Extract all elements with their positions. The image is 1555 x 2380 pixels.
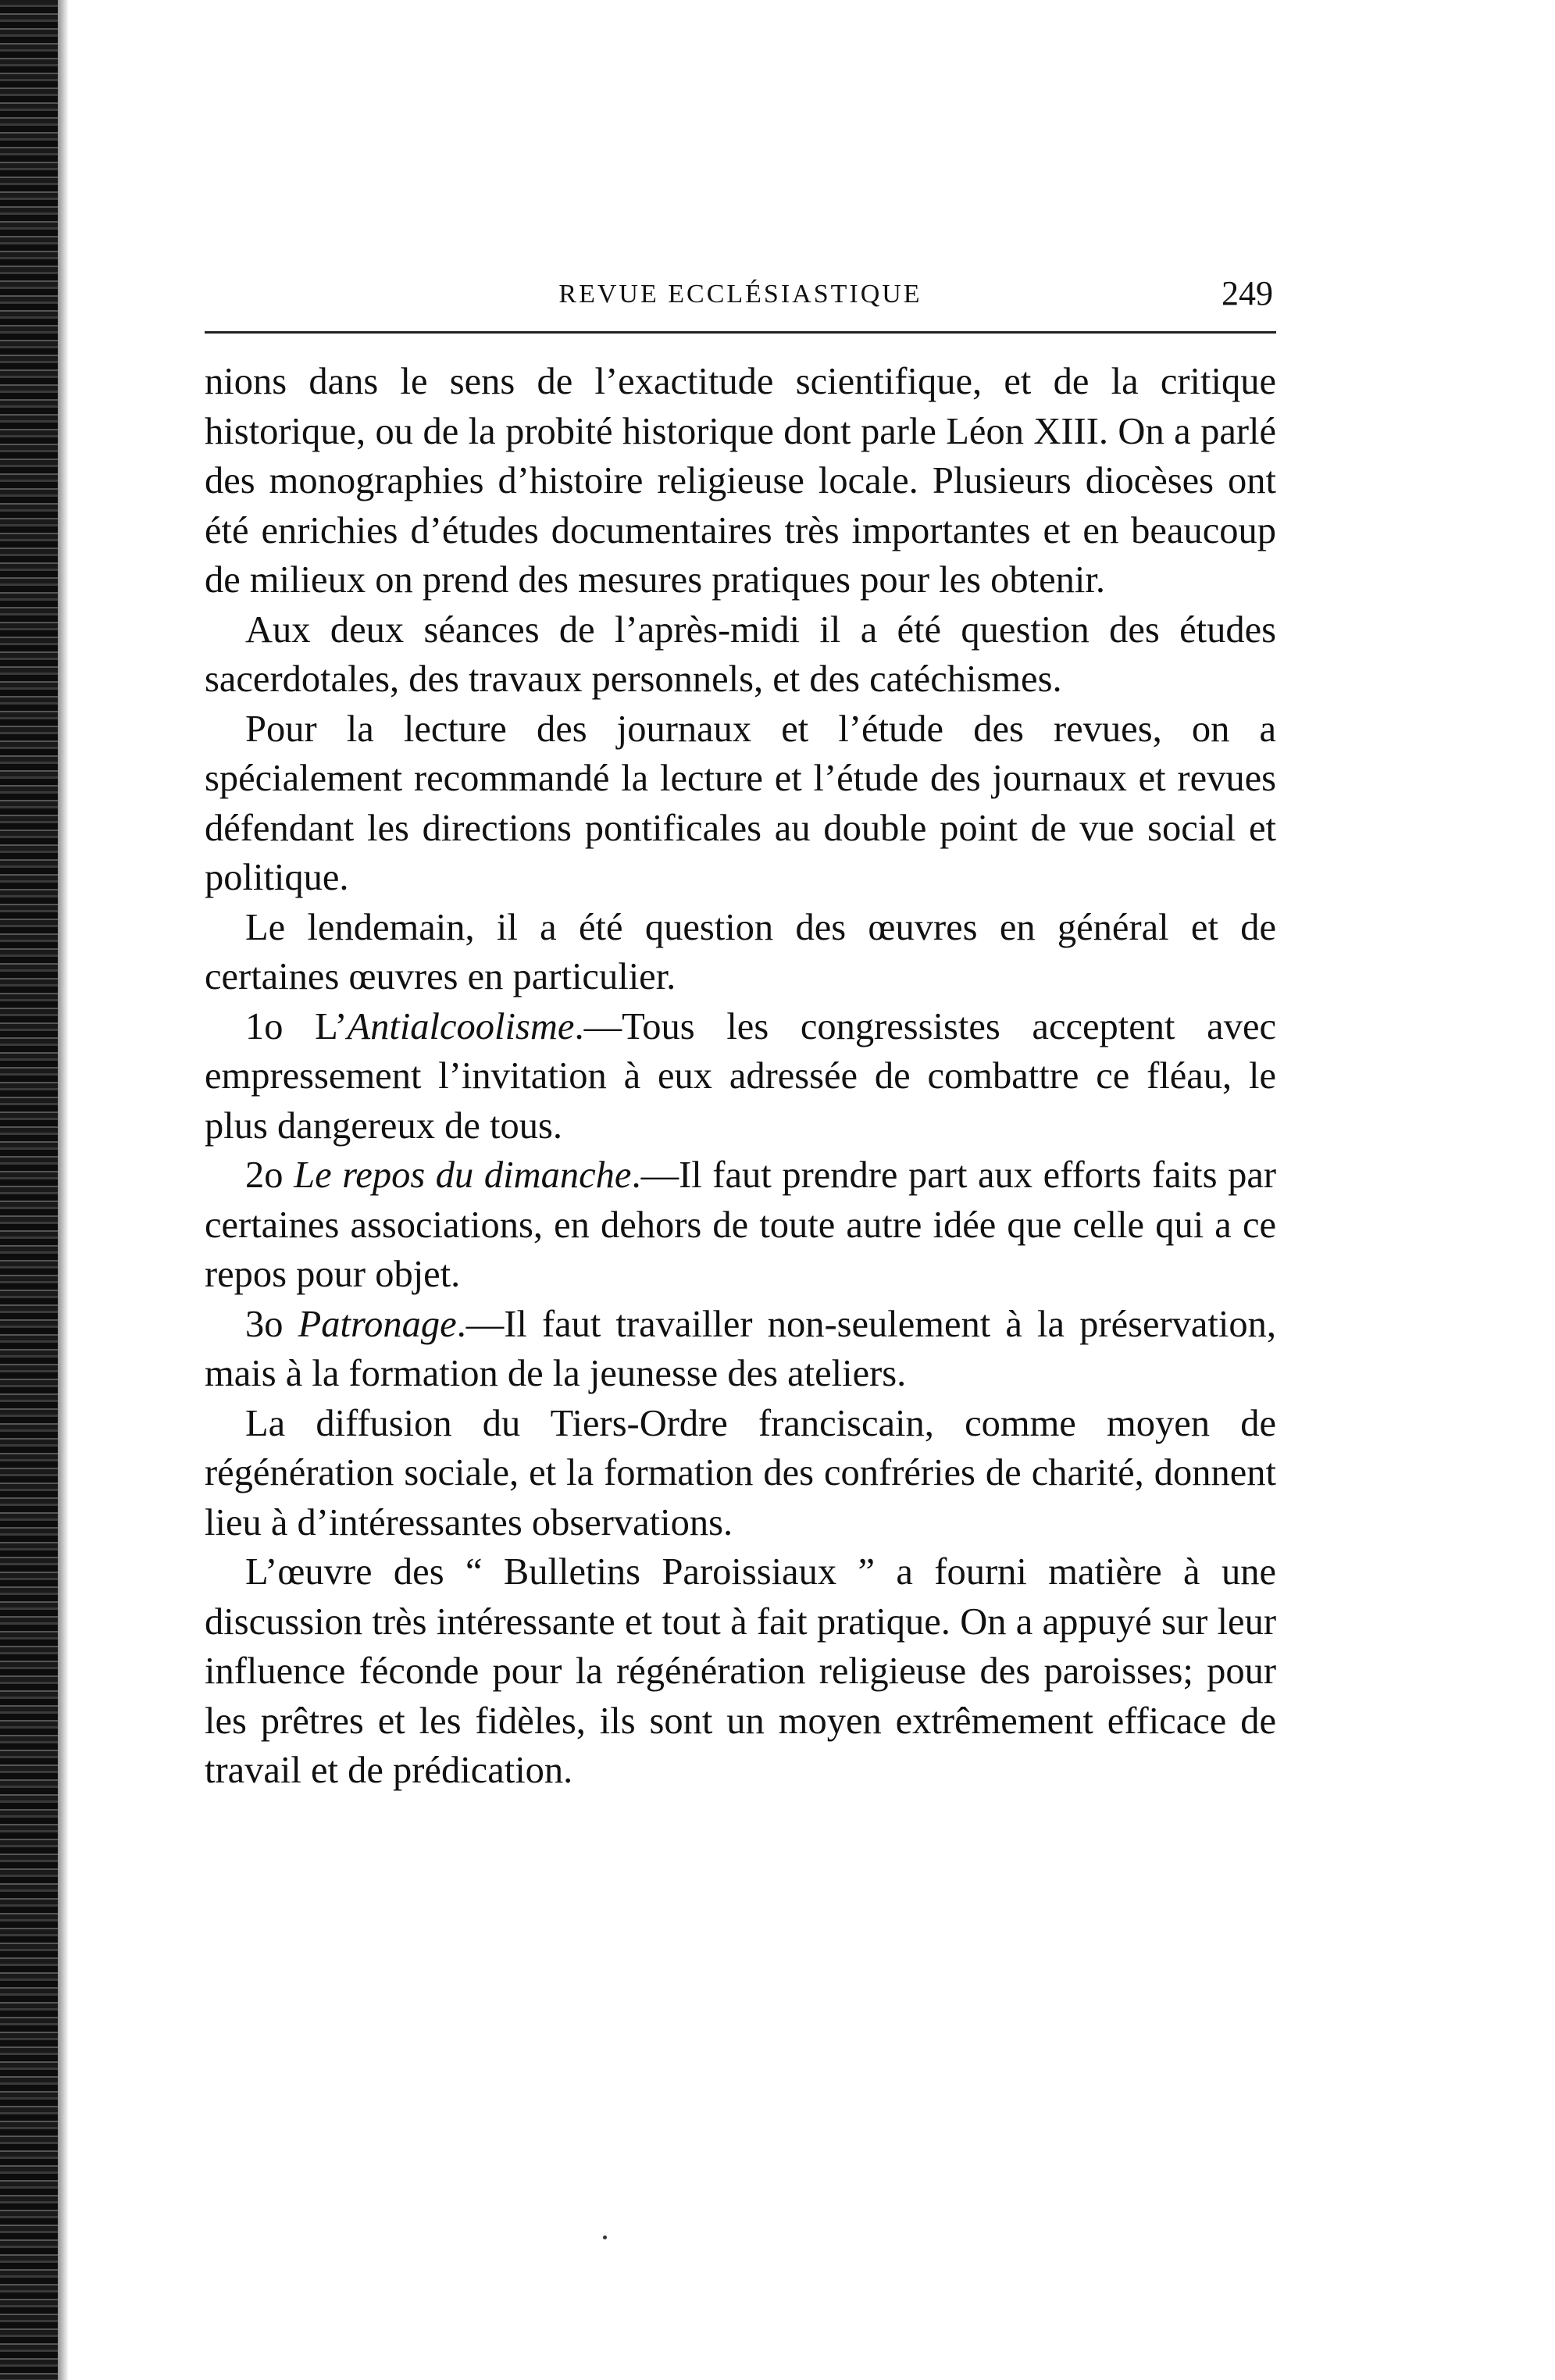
running-title: REVUE ECCLÉSIASTIQUE (558, 280, 922, 309)
paragraph-text: 1o L’ (245, 1005, 348, 1047)
paragraph-text: Aux deux séances de l’après-midi il a été question des études sacerdotales, des travaux personnels, et des catéchismes. (205, 608, 1276, 700)
paragraph (205, 1151, 1276, 1300)
paragraph (205, 1002, 1276, 1151)
paragraph (205, 605, 1276, 705)
stray-ink-dot (603, 2235, 607, 2239)
scanned-binding-edge (0, 0, 58, 2380)
paragraph-text: .—Tous les congressistes acceptent avec empressement l’invitation à eux adressée de combattre ce fléau, le plus dangereux de tous. (205, 1005, 1276, 1147)
paragraph-text: 3o (245, 1303, 298, 1345)
paragraph-text: nions dans le sens de l’exactitude scientifique, et de la critique historique, ou de la probité historique dont parle Léon XIII. On a parlé des monographies d’histoire religieuse locale. Plusieurs diocèses ont été enrichies d’études documentaires très importantes et en beaucoup de milieux on prend des mesures pratiques pour les obtenir. (205, 361, 1276, 601)
paragraph-text: 2o (245, 1154, 294, 1196)
paragraph (205, 1300, 1276, 1399)
text-body (205, 357, 1276, 1796)
page-number: 249 (1222, 274, 1273, 312)
paragraph (205, 357, 1276, 605)
paragraph-text: L’œuvre des “ Bulletins Paroissiaux ” a fourni matière à une discussion très intéressante et tout à fait pratique. On a appuyé sur leur influence féconde pour la régénération religieuse des paroisses; pour les prêtres et les fidèles, ils sont un moyen extrêmement efficace de travail et de prédication. (205, 1551, 1276, 1791)
paragraph (205, 705, 1276, 903)
book-page (205, 266, 1276, 1796)
paragraph-text: .—Il faut prendre part aux efforts faits par certaines associations, en dehors de toute autre idée que celle qui a ce repos pour objet. (205, 1154, 1276, 1295)
paragraph (205, 903, 1276, 1002)
paragraph-text: La diffusion du Tiers-Ordre franciscain, comme moyen de régénération sociale, et la formation des confréries de charité, donnent lieu à d’intéressantes observations. (205, 1402, 1276, 1543)
italic-heading: Patronage (298, 1303, 457, 1345)
paragraph (205, 1399, 1276, 1548)
paragraph-text: Le lendemain, il a été question des œuvres en général et de certaines œuvres en particulier. (205, 906, 1276, 997)
italic-heading: Le repos du dimanche (294, 1154, 632, 1196)
paragraph-text: Pour la lecture des journaux et l’étude des revues, on a spécialement recommandé la lecture et l’étude des journaux et revues défendant les directions pontificales au double point de vue social et politique. (205, 708, 1276, 898)
paragraph (205, 1547, 1276, 1796)
header-rule (205, 331, 1276, 334)
running-head (205, 266, 1276, 320)
italic-heading: Antialcoolisme (347, 1005, 575, 1047)
paragraph-text: .—Il faut travailler non-seulement à la préservation, mais à la formation de la jeunesse des ateliers. (205, 1303, 1276, 1394)
